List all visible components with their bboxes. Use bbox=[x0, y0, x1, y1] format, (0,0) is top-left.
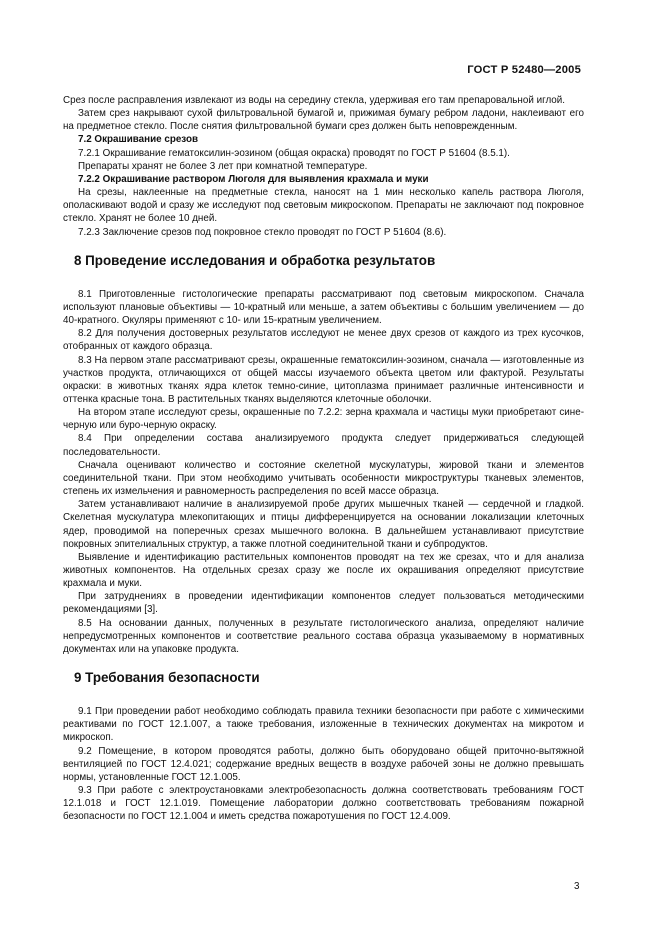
paragraph: 9.1 При проведении работ необходимо соблюдать правила техники безопасности при работе с химическими реактивами по ГОСТ 12.1.007, а также требования, изложенные в технических документах на микротом и микроскоп. bbox=[63, 706, 584, 744]
paragraph: При затруднениях в проведении идентификации компонентов следует пользоваться методическими рекомендациями [3]. bbox=[63, 591, 584, 616]
subsection-heading: 7.2.2 Окрашивание раствором Люголя для выявления крахмала и муки bbox=[78, 173, 429, 185]
paragraph: Сначала оценивают количество и состояние скелетной мускулатуры, жировой ткани и элементов соединительной ткани. При этом необходимо учитывать особенности микроструктуры тканевых элементов, степень их измельчения и равномерность распределения по всей массе образца. bbox=[63, 459, 584, 498]
paragraph: На срезы, наклеенные на предметные стекла, наносят на 1 мин несколько капель раствора Люголя, ополаскивают водой и сразу же исследуют под световым микроскопом. Препараты не заключают под покровное стекло. Хранят не более 10 дней. bbox=[63, 187, 584, 225]
paragraph: 7.2.1 Окрашивание гематоксилин-эозином (общая окраска) проводят по ГОСТ Р 51604 (8.5.1). bbox=[78, 147, 510, 159]
paragraph: 9.2 Помещение, в котором проводятся работы, должно быть оборудовано общей приточно-вытяжной вентиляцией по ГОСТ 12.4.021; содержание вредных веществ в воздухе рабочей зоны не должно превышать нормы, установленные ГОСТ 12.1.005. bbox=[63, 745, 584, 783]
page-number: 3 bbox=[574, 881, 580, 892]
paragraph: 8.2 Для получения достоверных результатов исследуют не менее двух срезов от каждого из трех кусочков, отобранных от каждого образца. bbox=[63, 328, 584, 353]
paragraph: 8.4 При определении состава анализируемого продукта следует придерживаться следующей последовательности. bbox=[63, 433, 584, 458]
paragraph: На втором этапе исследуют срезы, окрашенные по 7.2.2: зерна крахмала и частицы муки приобретают сине-черную или буро-черную окраску. bbox=[63, 407, 584, 432]
paragraph: Срез после расправления извлекают из воды на середину стекла, удерживая его там препаровальной иглой. bbox=[63, 95, 566, 106]
paragraph: 8.5 На основании данных, полученных в результате гистологического анализа, определяют наличие непредусмотренных компонентов и соответствие реального состава образца указываемому в нормативных документах или на упаковке продукта. bbox=[63, 617, 584, 655]
section-heading: 8 Проведение исследования и обработка результатов bbox=[74, 252, 436, 268]
paragraph: Затем устанавливают наличие в анализируемой пробе других мышечных тканей — сердечной и гладкой. Скелетная мускулатура млекопитающих и птицы дифференцируется на основании локализации клеточных ядер, проводимой на поперечных срезах мышечного волокна. В дальнейшем устанавливают присутствие покровных эпителиальных структур, а также плотной соединительной ткани и субпродуктов. bbox=[63, 499, 584, 550]
paragraph: 7.2.3 Заключение срезов под покровное стекло проводят по ГОСТ Р 51604 (8.6). bbox=[78, 226, 447, 238]
document-body bbox=[63, 94, 584, 824]
section-heading: 9 Требования безопасности bbox=[74, 670, 260, 686]
paragraph: Выявление и идентификацию растительных компонентов проводят на тех же срезах, что и для анализа животных компонентов. На отдельных срезах сразу же после их окрашивания определяют присутствие крахмала и муки. bbox=[63, 551, 584, 590]
paragraph: 9.3 При работе с электроустановками электробезопасность должна соответствовать требованиям ГОСТ 12.1.018 и ГОСТ 12.1.019. Помещение лаборатории должно соответствовать требованиям пожарной безопасности по ГОСТ 12.1.004 и иметь средства пожаротушения по ГОСТ 12.4.009. bbox=[63, 785, 584, 823]
subsection-heading: 7.2 Окрашивание срезов bbox=[78, 134, 199, 146]
document-header-code: ГОСТ Р 52480—2005 bbox=[467, 64, 581, 76]
paragraph: 8.3 На первом этапе рассматривают срезы, окрашенные гематоксилин-эозином, сначала — изготовленные из участков продукта, отличающихся от общей массы изучаемого объекта цветом или фактурой. Результаты окраски: в животных тканях ядра клеток темно-синие, цитоплазма принимает различные интенсивности и оттенка красные тона. В растительных тканях выделяются клеточные оболочки. bbox=[63, 354, 584, 405]
paragraph: Препараты хранят не более 3 лет при комнатной температуре. bbox=[78, 160, 368, 172]
paragraph: 8.1 Приготовленные гистологические препараты рассматривают под световым микроскопом. Сначала используют плановые объективы — 10-кратный или меньше, а затем объективы с большим увеличением — до 40-кратного. Окуляры применяют с 10- или 15-кратным увеличением. bbox=[63, 288, 584, 327]
paragraph: Затем срез накрывают сухой фильтровальной бумагой и, прижимая бумагу ребром ладони, наклеивают его на предметное стекло. После снятия фильтровальной бумаги срез должен быть неповрежденным. bbox=[63, 108, 584, 133]
